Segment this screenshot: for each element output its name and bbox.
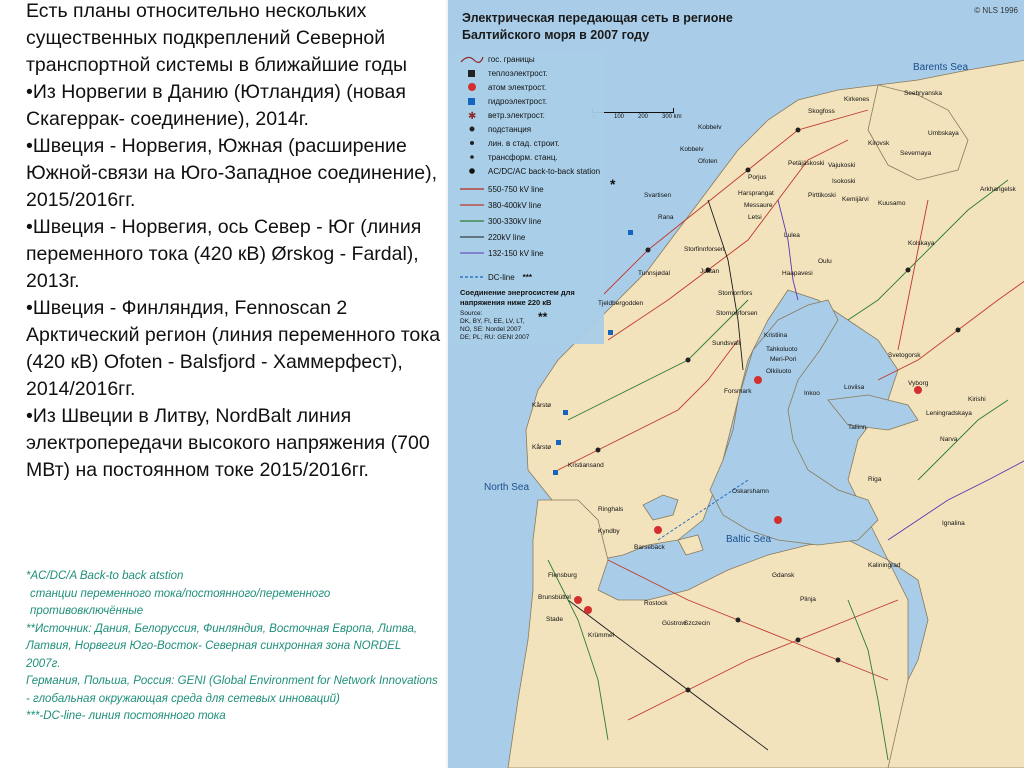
bullet-item: •Из Норвегии в Данию (Ютландия) (новая Скагеррак- соединение), 2014г. xyxy=(26,81,406,130)
place-label: Kristiina xyxy=(764,332,788,339)
line-300-icon xyxy=(460,216,484,226)
place-label: Narva xyxy=(940,436,958,443)
double-star-marker: ** xyxy=(538,310,548,324)
place-label: Inkoo xyxy=(804,390,820,397)
place-label: Svetogorsk xyxy=(888,352,921,359)
wind-plant-icon xyxy=(460,110,484,120)
place-label: Kirishi xyxy=(968,396,986,403)
copyright: © NLS 1996 xyxy=(974,6,1018,15)
place-label: Kårstø xyxy=(532,402,552,409)
line-132-icon xyxy=(460,248,484,258)
place-label: Stade xyxy=(546,616,563,623)
map-title xyxy=(456,6,828,54)
bullet-item: •Из Швеции в Литву, NordBalt линия электропередачи высокого напряжения (700 МВт) на постоянном токе 2015/2016гг. xyxy=(26,405,430,481)
sea-label: North Sea xyxy=(484,482,530,493)
legend-row xyxy=(460,164,600,178)
legend-label: теплоэлектрост. xyxy=(488,68,548,78)
place-label: Rostock xyxy=(644,600,668,607)
source-line: NO, SE: Nordel 2007 xyxy=(460,326,522,333)
place-label: Tahkoluoto xyxy=(766,346,798,353)
border-line-icon xyxy=(460,54,484,64)
map-title-line: Балтийского моря в 2007 году xyxy=(462,28,650,42)
place-label: Barsebäck xyxy=(634,544,665,551)
footnote: *AC/DC/A Back-to back atstion xyxy=(26,570,184,582)
legend-label: гос. границы xyxy=(488,54,535,64)
place-label: Stornorrfors xyxy=(718,290,753,297)
bullet-list xyxy=(26,0,444,484)
legend-label: AC/DC/AC back-to-back station xyxy=(488,166,601,176)
line-under-construction-icon xyxy=(460,138,484,148)
place-label: Szczecin xyxy=(684,620,711,627)
footnote: Германия, Польша, Россия: GENI (Global Environment for Network Innovations - глобальная окружающая среда для сетевых инноваций) xyxy=(26,675,438,705)
place-label: Tallinn xyxy=(848,424,867,431)
place-label: Rana xyxy=(658,214,674,221)
connection-note: Соединение энергосистем для напряжения ниже 220 кВ xyxy=(460,288,575,307)
place-label: Arkhangelsk xyxy=(980,186,1016,193)
substation-icon xyxy=(460,124,484,134)
scale-tick: 200 xyxy=(638,114,649,120)
scale-line xyxy=(592,108,674,113)
sea-label: Barents Sea xyxy=(913,62,969,73)
place-label: Kaliningrad xyxy=(868,562,901,569)
single-star-marker: * xyxy=(610,176,616,192)
footnotes xyxy=(26,568,438,726)
place-label: Kårstø xyxy=(532,444,552,451)
scale-bar xyxy=(592,108,682,120)
place-label: Oulu xyxy=(818,258,832,265)
legend-row xyxy=(460,94,547,108)
place-label: Brunsbüttel xyxy=(538,594,571,601)
scale-tick: 300 km xyxy=(662,114,682,120)
source-line: DE; PL; RU: GENI 2007 xyxy=(460,334,530,341)
legend-label: 300-330kV line xyxy=(488,216,542,226)
place-label: Ignalina xyxy=(942,520,965,527)
place-label: Meri-Pori xyxy=(770,356,797,363)
source-line: Source: xyxy=(460,310,483,317)
transformer-station-icon xyxy=(460,152,484,162)
footnote: **Источник: Дания, Белоруссия, Финляндия, Восточная Европа, Литва, Латвия, Норвегия Юго-Восток- Северная синхронная зона NORDEL 2007г. xyxy=(26,622,418,670)
legend-label: гидроэлектрост. xyxy=(488,96,548,106)
legend-label: 132-150 kV line xyxy=(488,248,544,258)
svg-text:✱: ✱ xyxy=(468,111,477,120)
bullet-item: •Швеция - Норвегия, Южная (расширение Южной-связи на Юго-Западное соединение), 2015/2016гг. xyxy=(26,135,438,211)
place-label: Porjus xyxy=(748,174,767,181)
place-label: Skogfoss xyxy=(808,108,835,115)
back-to-back-station-icon xyxy=(460,166,484,176)
line-380-icon xyxy=(460,200,484,210)
map-title-line: Электрическая передающая сеть в регионе xyxy=(462,11,733,25)
place-label: Letsi xyxy=(748,214,762,221)
place-label: Umbskaya xyxy=(928,130,959,137)
legend-label: атом электрост. xyxy=(488,82,547,92)
place-label: Kirovsk xyxy=(868,140,890,147)
legend-row xyxy=(460,214,541,228)
legend-label: лин. в стад. строит. xyxy=(488,138,560,148)
place-label: Kirkenes xyxy=(844,96,870,103)
line-550-icon xyxy=(460,184,484,194)
place-label: Lulea xyxy=(784,232,800,239)
place-label: Harsprangat xyxy=(738,190,774,197)
legend-row xyxy=(460,108,545,122)
source-note xyxy=(460,310,604,342)
place-label: Seebryanska xyxy=(904,90,942,97)
place-label: Sundsvall xyxy=(712,340,741,347)
place-label: Kobbelv xyxy=(680,146,704,153)
place-label: Petäjäskoski xyxy=(788,160,825,167)
dc-line-marker: *** xyxy=(522,272,533,282)
legend-label: ветр.электрост. xyxy=(488,110,545,120)
place-label: Riga xyxy=(868,476,882,483)
bullet-item: •Швеция - Норвегия, ось Север - Юг (линия переменного тока (420 кВ) Ørskog - Fardal), 2013г. xyxy=(26,216,422,292)
place-label: Krümmel xyxy=(588,632,615,639)
legend-row xyxy=(460,230,525,244)
left-text-panel xyxy=(0,0,446,768)
place-label: Kobbelv xyxy=(698,124,722,131)
legend-row xyxy=(460,270,532,284)
place-label: Storfinnforsen xyxy=(684,246,725,253)
bullet-item: •Швеция - Финляндия, Fennoscan 2 Арктический регион (линия переменного тока (420 кВ) Ofoten - Balsfjord - Хаммерфест), 2014/2016гг. xyxy=(26,297,441,400)
place-label: Ringhals xyxy=(598,506,624,513)
dc-line-icon xyxy=(460,272,484,282)
legend-row xyxy=(460,122,531,136)
place-label: Forsmark xyxy=(724,388,752,395)
place-label: Kemijärvi xyxy=(842,196,869,203)
place-label: Messaure xyxy=(744,202,773,209)
legend-row xyxy=(460,150,558,164)
legend-row xyxy=(460,66,548,80)
footnote: ***-DC-line- линия постоянного тока xyxy=(26,710,226,722)
place-label: Oskarshamn xyxy=(732,488,769,495)
place-label: Pirttikoski xyxy=(808,192,836,199)
place-label: Haapavesi xyxy=(782,270,813,277)
thermal-plant-icon xyxy=(460,68,484,78)
footnote: станции переменного тока/постоянного/переменного противовключённые xyxy=(30,587,331,617)
place-label: Ofoten xyxy=(698,158,718,165)
place-label: Kolskaya xyxy=(908,240,935,247)
legend-row xyxy=(460,136,560,150)
place-label: Svartisen xyxy=(644,192,672,199)
legend-label: DC-line xyxy=(488,272,515,282)
place-label: Plinja xyxy=(800,596,816,603)
place-label: Isokoski xyxy=(832,178,856,185)
place-label: Kyndby xyxy=(598,528,620,535)
source-line: DK, BY, FI, EE, LV, LT, xyxy=(460,318,525,325)
legend-label: трансформ. станц. xyxy=(488,152,558,162)
legend-row xyxy=(460,80,546,94)
nuclear-plant-icon xyxy=(460,82,484,92)
place-label: Leningradskaya xyxy=(926,410,972,417)
place-label: Olkiluoto xyxy=(766,368,792,375)
place-label: Kuusamo xyxy=(878,200,906,207)
place-label: Kristiansand xyxy=(568,462,604,469)
legend-row xyxy=(460,52,535,66)
place-label: Stornorrforsen xyxy=(716,310,758,317)
legend-row xyxy=(460,182,544,196)
legend-row xyxy=(460,198,541,212)
grid-map xyxy=(446,0,1024,768)
sea-label: Baltic Sea xyxy=(726,534,772,545)
place-label: Tunnsjødal xyxy=(638,270,670,277)
intro-paragraph: Есть планы относительно нескольких существенных подкреплений Северной транспортной системы в ближайшие годы xyxy=(26,0,408,76)
place-label: Vajukoski xyxy=(828,162,856,169)
place-label: Loviisa xyxy=(844,384,865,391)
place-label: Severnaya xyxy=(900,150,932,157)
line-220-icon xyxy=(460,232,484,242)
place-label: Tjeldbergodden xyxy=(598,300,644,307)
legend-row xyxy=(460,246,544,260)
place-label: Flensburg xyxy=(548,572,577,579)
legend-label: 380-400kV line xyxy=(488,200,542,210)
legend-label: подстанция xyxy=(488,124,532,134)
legend-label: 550-750 kV line xyxy=(488,184,544,194)
place-label: Güstrow xyxy=(662,620,687,627)
place-label: Juktan xyxy=(700,268,720,275)
place-label: Vyborg xyxy=(908,380,929,387)
place-label: Gdansk xyxy=(772,572,795,579)
hydro-plant-icon xyxy=(460,96,484,106)
map-legend xyxy=(454,52,604,344)
legend-label: 220kV line xyxy=(488,232,526,242)
scale-tick: 100 xyxy=(614,114,625,120)
